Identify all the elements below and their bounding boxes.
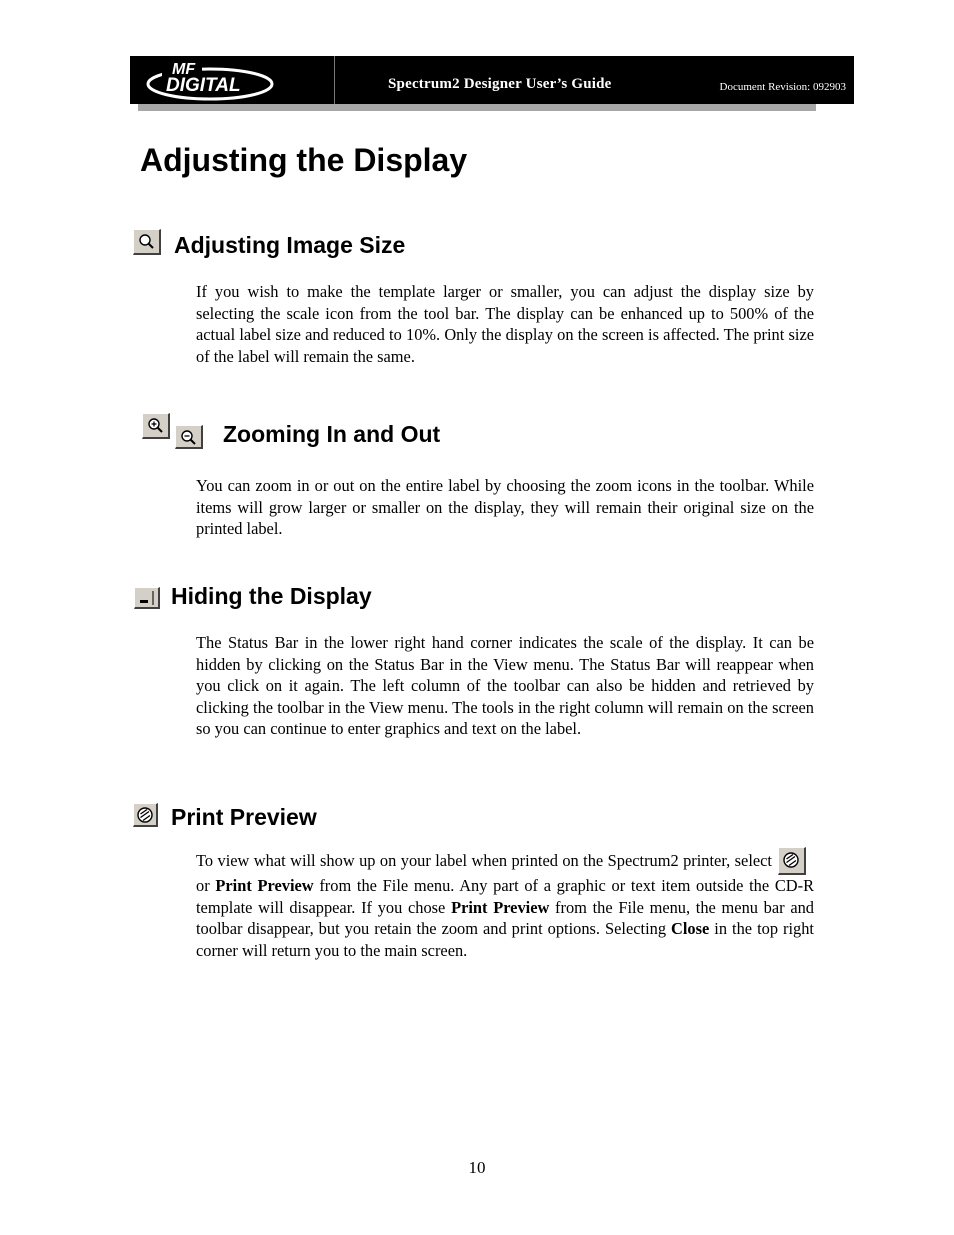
- preview-text-3: from the File menu. Any part of a graphic or text item outside the CD-R template will disappear. If you chose: [196, 876, 815, 917]
- preview-bold-close: Close: [671, 919, 710, 938]
- section-body-preview: [196, 847, 814, 961]
- zoom-out-icon: [175, 425, 203, 449]
- print-preview-icon: [133, 803, 158, 827]
- preview-text-4: from the File menu, the menu bar and toolbar disappear, but you retain the zoom and print options. Selecting: [196, 897, 814, 938]
- header-shadow: [138, 104, 816, 111]
- section-body-image-size: If you wish to make the template larger or smaller, you can adjust the display size by selecting the scale icon from the tool bar. The display can be enhanced up to 500% of the actual label size and reduced to 10%. Only the display on the screen is affected. The print size of the label will remain the same.: [196, 282, 814, 366]
- zoom-in-icon: [142, 413, 170, 439]
- page-title: Adjusting the Display: [140, 142, 468, 178]
- logo-top-text: MF: [172, 61, 196, 78]
- section-title-hiding: Hiding the Display: [171, 583, 372, 609]
- mf-digital-logo: [136, 58, 332, 102]
- section-body-hiding: The Status Bar in the lower right hand corner indicates the scale of the display. It can be hidden by clicking on the Status Bar in the View menu. The Status Bar will reappear when you click on it again. The left column of the toolbar can also be hidden and retrieved by clicking the toolbar in the View menu. The tools in the right column will remain on the screen so you can continue to enter graphics and text on the label.: [196, 633, 814, 738]
- document-revision: Document Revision: 092903: [719, 81, 846, 93]
- preview-text-2: or: [196, 876, 216, 895]
- header-divider: [334, 56, 335, 104]
- minimize-window-icon: [134, 587, 160, 609]
- document-title: Spectrum2 Designer User’s Guide: [388, 76, 612, 92]
- magnifier-icon: [133, 229, 161, 255]
- page-header: [130, 56, 854, 104]
- preview-bold-print-preview-2: Print Preview: [451, 897, 550, 917]
- page-number: 10: [468, 1158, 486, 1177]
- preview-text-1: To view what will show up on your label when printed on the Spectrum2 printer, select: [196, 851, 772, 870]
- preview-text-5: in the top right corner will return you to the main screen.: [196, 919, 814, 960]
- section-body-zoom: You can zoom in or out on the entire label by choosing the zoom icons in the toolbar. While items will grow larger or smaller on the display, they will remain their original size on the printed label.: [196, 476, 814, 538]
- print-preview-inline-icon: [778, 847, 806, 875]
- section-title-preview: Print Preview: [171, 804, 317, 830]
- logo-bottom-text: DIGITAL: [166, 75, 241, 96]
- preview-bold-print-preview-1: Print Preview: [215, 876, 314, 895]
- section-title-image-size: Adjusting Image Size: [174, 232, 406, 258]
- section-title-zoom: Zooming In and Out: [223, 421, 441, 447]
